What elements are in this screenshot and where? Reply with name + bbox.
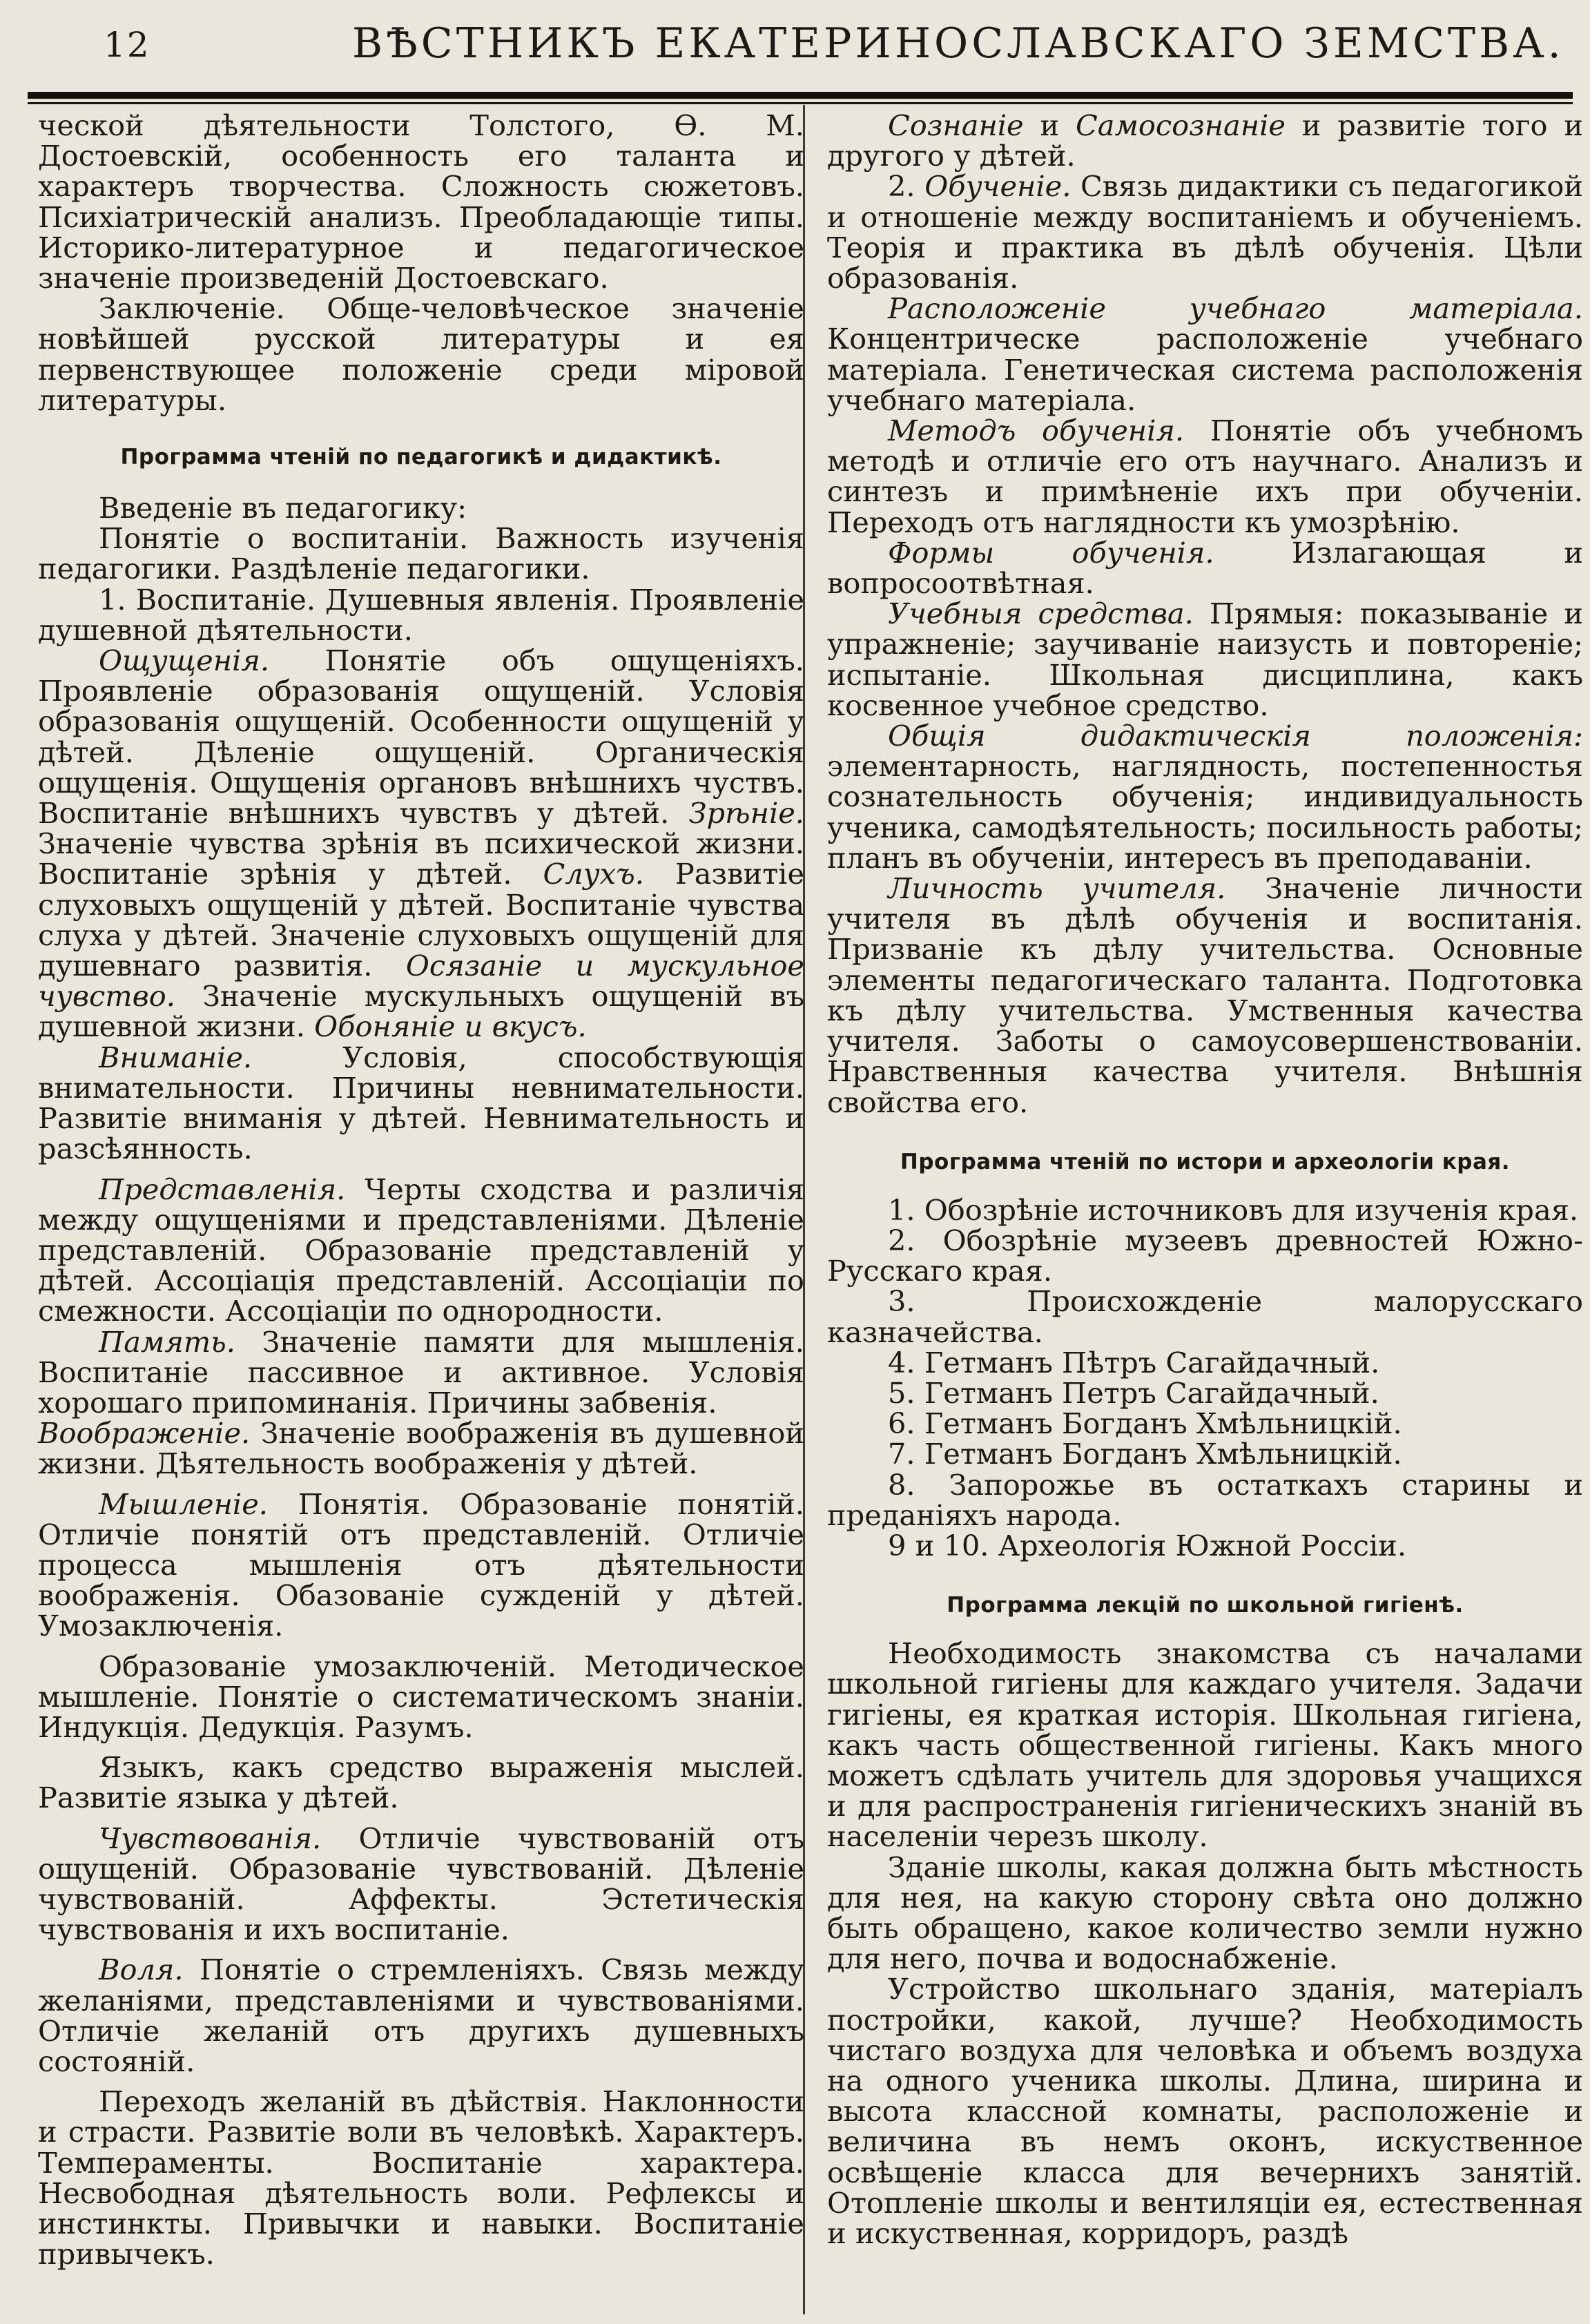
italic-term: Общія дидактическія положенія: — [888, 719, 1583, 753]
italic-term: Мышленіе. — [99, 1487, 268, 1521]
paragraph-consciousness — [827, 110, 1583, 171]
paragraph-forms — [827, 535, 1583, 601]
italic-term: Обученіе. — [924, 169, 1072, 204]
italic-term: Зрѣніе. — [688, 796, 804, 831]
list-item: 2. Обозрѣніе музеевъ древностей Южно-Русскаго края. — [827, 1223, 1583, 1288]
text: Концентрическе расположеніе учебнаго матеріала. Генетическая система расположенія учебнаго матеріала. — [827, 322, 1583, 417]
text: Связь дидактики съ педагогикой и отношеніе между воспитаніемъ и обученіемъ. Теорія и практика въ дѣлѣ обученія. Цѣли образованія. — [827, 169, 1583, 296]
section-heading-pedagogy: Программа чтеній по педагогикѣ и дидактикѣ. — [120, 445, 722, 470]
text: и — [1023, 108, 1076, 142]
paragraph: Понятіе о воспитаніи. Важность изученія педагогики. Раздѣленіе педагогики. — [38, 521, 804, 586]
paragraph: Зданіе школы, какая должна быть мѣстность для нея, на какую сторону свѣта оно должно быть обращено, какое количество земли нужно для него, почва и водоснабженіе. — [827, 1850, 1583, 1976]
paragraph-memory — [38, 1324, 804, 1420]
paragraph-imagination — [38, 1418, 804, 1479]
italic-term: Вниманіе. — [99, 1040, 253, 1074]
left-column — [38, 108, 804, 2272]
text: Понятіе о стремленіяхъ. Связь между желаніями, представленіями и чувствованіями. Отличіе желаній отъ другихъ душевныхъ состояній. — [38, 1953, 804, 2078]
italic-term: Сознаніе — [888, 108, 1024, 142]
italic-term: Методъ обученія. — [888, 414, 1185, 448]
paragraph-aids — [827, 599, 1583, 721]
paragraph-teaching — [827, 169, 1583, 296]
text: Понятіе объ ощущеніяхъ. Проявленіе образованія ощущеній. Условія образованія ощущеній. Особенности ощущеній у дѣтей. Дѣленіе ощущеній. Органическія ощущенія. Ощущенія органовъ внѣшнихъ чуствъ. Воспитаніе внѣшнихъ чувствъ у дѣтей. — [38, 643, 804, 831]
italic-term: Расположеніе учебнаго матеріала. — [888, 291, 1583, 326]
list-item: 3. Происхожденіе малорусскаго казначейства. — [827, 1284, 1583, 1349]
text: Значеніе мускульныхъ ощущеній въ душевной жизни. — [38, 979, 804, 1044]
italic-term: Самосознаніе — [1075, 108, 1286, 142]
running-title: ВѢСТНИКЪ ЕКАТЕРИНОСЛАВСКАГО ЗЕМСТВА. — [352, 19, 1564, 68]
text: Значеніе памяти для мышленія. Воспитаніе пассивное и активное. Условія хорошаго припоминанія. Причины забвенія. — [38, 1324, 804, 1420]
italic-term: Воображеніе. — [38, 1416, 251, 1451]
paragraph-method — [827, 416, 1583, 538]
italic-term: Воля. — [99, 1953, 184, 1987]
italic-term: Ощущенія. — [99, 643, 270, 678]
paragraph: Необходимость знакомства съ началами школьной гигіены для каждаго учителя. Задачи гигіены, ея краткая исторія. Школьная гигіена, какъ часть общественной гигіены. Какъ много можетъ сдѣлать учитель для здоровья учащихся и для распространенія гигіеническихъ знаній въ населеніи черезъ школу. — [827, 1636, 1583, 1854]
paragraph: Образованіе умозаключеній. Методическое мышленіе. Понятіе о систематическомъ знаніи. Индукція. Дедукція. Разумъ. — [38, 1649, 804, 1744]
header-rule-thin — [28, 102, 1573, 104]
italic-term: Память. — [99, 1324, 235, 1359]
paragraph: Переходъ желаній въ дѣйствія. Наклонности и страсти. Развитіе воли въ человѣкѣ. Характеръ. Темпераменты. Воспитаніе характера. Несвободная дѣятельность воли. Рефлексы и инстинкты. Привычки и навыки. Воспитаніе привычекъ. — [38, 2084, 804, 2272]
paragraph: Заключеніе. Обще-человѣческое значеніе новѣйшей русской литературы и ея первенствующее положеніе среди міровой литературы. — [38, 291, 804, 417]
text: 2. — [888, 169, 925, 204]
list-item: 6. Гетманъ Богданъ Хмѣльницкій. — [888, 1406, 1402, 1441]
page-header — [28, 12, 1562, 88]
text: Понятіе объ учебномъ методѣ и отличіе его отъ научнаго. Анализъ и синтезъ и примѣненіе ихъ при обученіи. Переходъ отъ наглядности къ умозрѣнію. — [827, 414, 1584, 539]
paragraph-teacher — [827, 873, 1583, 1118]
paragraph-will — [38, 1955, 804, 2077]
list-item: 8. Запорожье въ остаткахъ старины и преданіяхъ народа. — [827, 1467, 1583, 1532]
page-number: 12 — [104, 25, 151, 65]
text: Развитіе слуховыхъ ощущеній у дѣтей. Воспитаніе чувства слуха у дѣтей. Значеніе слуховыхъ ощущеній для душевнаго развитія. — [38, 857, 804, 983]
right-column — [827, 110, 1583, 2249]
text: Значеніе воображенія въ душевной жизни. Дѣятельность воображенія у дѣтей. — [38, 1416, 804, 1481]
section-heading-history: Программа чтеній по истори и археологіи края. — [900, 1149, 1511, 1174]
italic-term: Обоняніе и вкусъ. — [314, 1009, 587, 1044]
text: Значеніе чувства зрѣнія въ психической жизни. Воспитаніе зрѣнія у дѣтей. — [38, 826, 804, 891]
italic-term: Формы обученія. — [888, 535, 1214, 570]
paragraph: Устройство школьнаго зданія, матеріалъ постройки, какой, лучше? Необходимость чистаго воздуха для человѣка и объемъ воздуха на одного ученика школы. Длина, ширина и высота классной комнаты, расположеніе и величина въ немъ оконъ, искуственное освѣщеніе класса для вечернихъ занятій. Отопленіе школы и вентиляціи ея, естественная и искуственная, корридоръ, раздѣ — [827, 1972, 1583, 2250]
text: Отличіе чувствованій отъ ощущеній. Образованіе чувствованій. Дѣленіе чувствованій. Аффекты. Эстетическія чувствованія и ихъ воспитаніе. — [38, 1821, 804, 1947]
list-item: 1. Обозрѣніе источниковъ для изученія края. — [888, 1192, 1579, 1227]
text: Черты сходства и различія между ощущеніями и представленіями. Дѣленіе представленій. Образованіе представленій у дѣтей. Ассоціація представленій. Ассоціаціи по смежности. Ассоціаціи по однородности. — [38, 1172, 804, 1328]
list-item: 5. Гетманъ Петръ Сагайдачный. — [888, 1375, 1379, 1410]
paragraph-general — [827, 721, 1583, 873]
paragraph: Введеніе въ педагогику: — [99, 491, 467, 525]
italic-term: Представленія. — [99, 1172, 346, 1206]
italic-term: Учебныя средства. — [888, 597, 1194, 631]
paragraph: ческой дѣятельности Толстого, Ѳ. М. Достоевскій, особенность его таланта и характеръ творчества. Сложность сюжетовъ. Психіатрическій анализъ. Преобладающіе типы. Историко-литературное и педагогическое значеніе произведеній Достоевскаго. — [38, 108, 804, 296]
text: и развитіе того и другого у дѣтей. — [827, 108, 1584, 173]
text: Условія, способствующія внимательности. Причины невнимательности. Развитіе вниманія у дѣтей. Невнимательность и разсѣянность. — [38, 1040, 804, 1166]
header-rule-thick — [28, 92, 1573, 99]
paragraph-attention — [38, 1040, 804, 1166]
text: Значеніе личности учителя въ дѣлѣ обученія и воспитанія. Призваніе къ дѣлу учительства. Основные элементы педагогическаго таланта. Подготовка къ дѣлу учительства. Умственныя качества учителя. Заботы о самоусовершенствованіи. Нравственныя качества учителя. Внѣшнія свойства его. — [827, 871, 1583, 1119]
italic-term: Чувствованія. — [99, 1821, 322, 1855]
italic-term: Осязаніе и мускульное чувство. — [38, 949, 804, 1014]
text: элементарность, наглядность, постепенностья сознательность обученія; индивидуальность ученика, самодѣятельность; посильность работы; планъ въ обученіи, интересъ въ преподаваніи. — [827, 749, 1583, 875]
paragraph-representations — [38, 1174, 804, 1327]
paragraph-arrangement — [827, 293, 1583, 416]
text: Понятія. Образованіе понятій. Отличіе понятій отъ представленій. Отличіе процесса мышленія отъ дѣятельности воображенія. Обазованіе сужденій у дѣтей. Умозаключенія. — [38, 1487, 804, 1643]
italic-term: Личность учителя. — [888, 871, 1226, 906]
text: Излагающая и вопросоотвѣтная. — [827, 535, 1583, 601]
list-item: 4. Гетманъ Пѣтръ Сагайдачный. — [888, 1345, 1380, 1379]
paragraph: Языкъ, какъ средство выраженія мыслей. Развитіе языка у дѣтей. — [38, 1750, 804, 1815]
section-heading-hygiene: Программа лекцій по школьной гигіенѣ. — [947, 1593, 1464, 1618]
list-item: 9 и 10. Археологія Южной Россіи. — [888, 1528, 1407, 1562]
paragraph: 1. Воспитаніе. Душевныя явленія. Проявленіе душевной дѣятельности. — [38, 582, 804, 647]
list-item: 7. Гетманъ Богданъ Хмѣльницкій. — [888, 1437, 1402, 1471]
paragraph-sensations — [38, 643, 804, 1044]
italic-term: Слухъ. — [543, 857, 644, 891]
text: Прямыя: показываніе и упражненіе; заучиваніе наизусть и повтореніе; испытаніе. Школьная дисциплина, какъ косвенное учебное средство. — [827, 597, 1584, 722]
paragraph-feelings — [38, 1823, 804, 1946]
paragraph-thinking — [38, 1489, 804, 1642]
